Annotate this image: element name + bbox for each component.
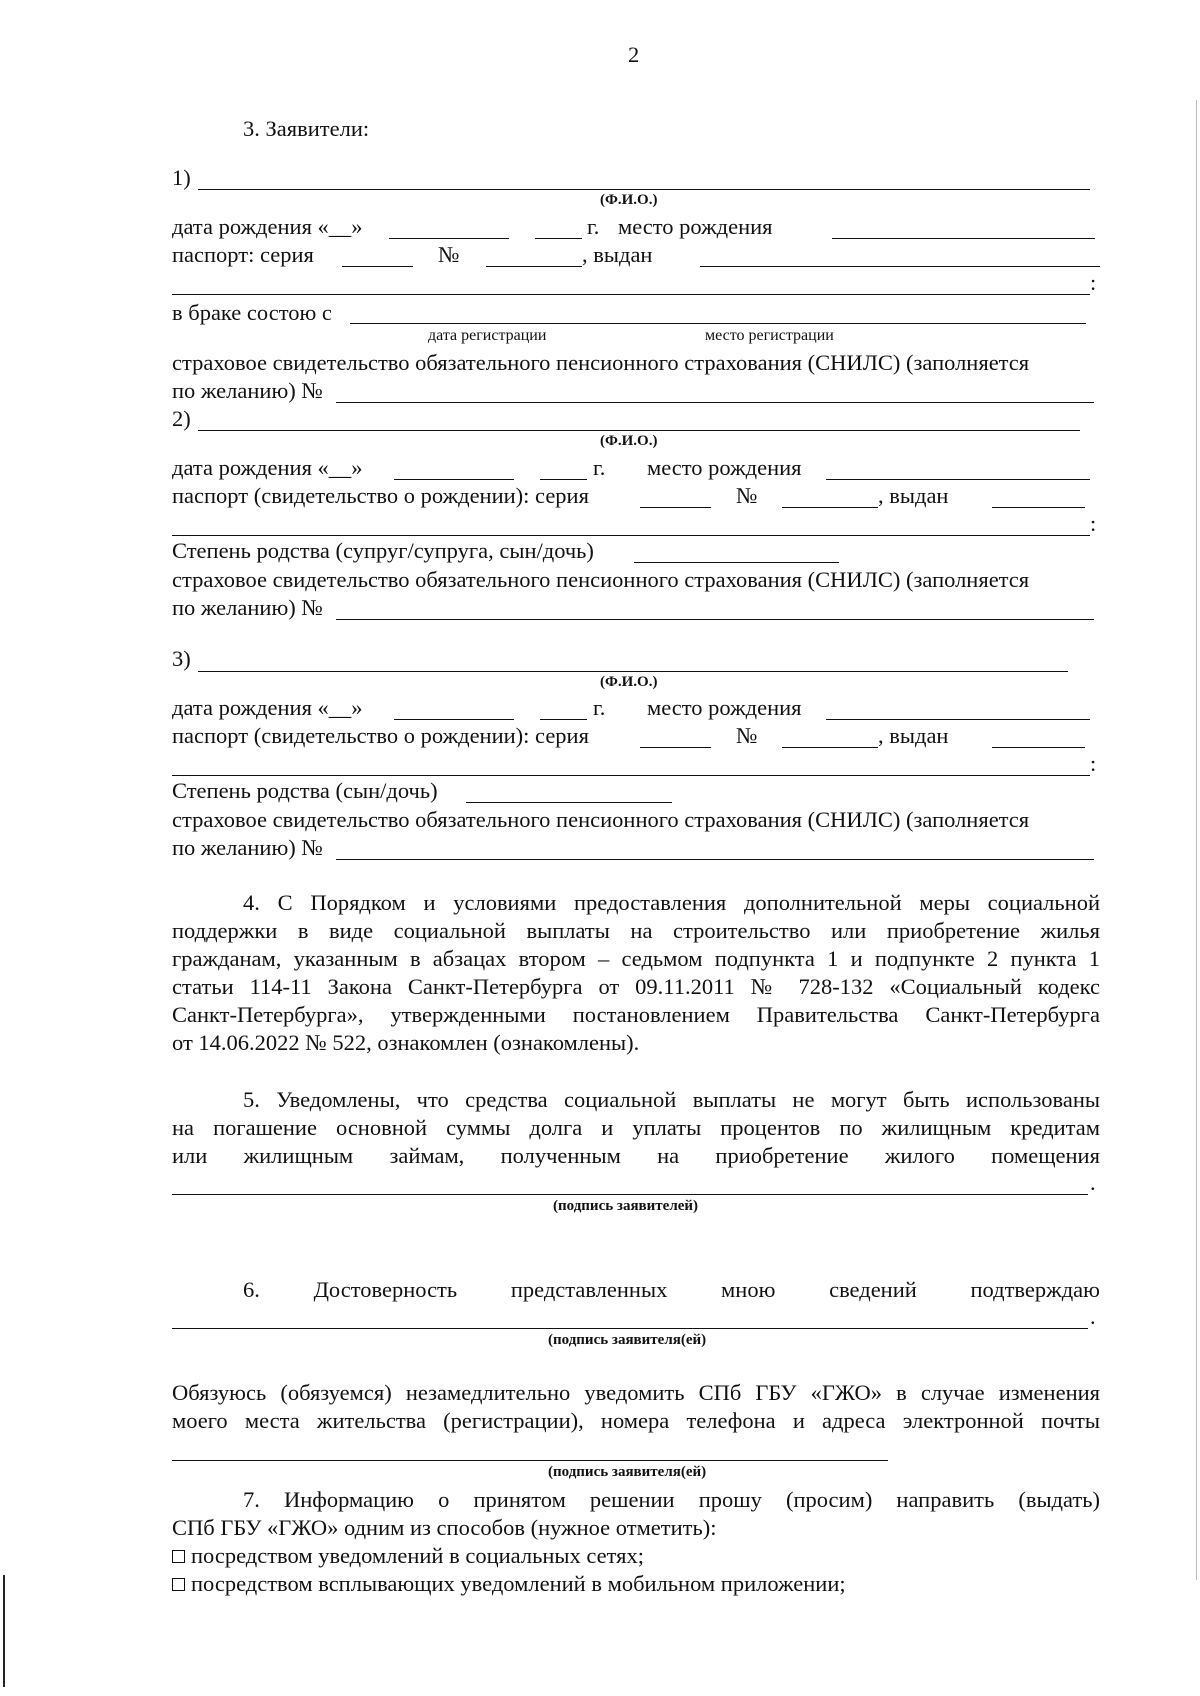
section-5-word: жилого — [884, 1143, 955, 1168]
applicant-1-reg-place-caption: место регистрации — [705, 327, 834, 344]
obligation-line-1: Обязуюсь (обязуемся) незамедлительно уведомить СПб ГБУ «ГЖО» в случае изменения — [172, 1380, 1100, 1405]
section-5-signature-caption: (подпись заявителей) — [553, 1198, 699, 1214]
applicant-3-relation-field[interactable] — [466, 802, 672, 803]
section-6-word: Достоверность — [313, 1277, 458, 1302]
applicant-3-passport-label: паспорт (свидетельство о рождении): серия — [172, 723, 589, 748]
section-6-word: мною — [721, 1277, 776, 1302]
section-5-word: на — [657, 1143, 680, 1168]
applicant-2-year-suffix: г. — [593, 455, 606, 480]
checkbox-icon[interactable] — [172, 1550, 185, 1563]
applicant-1-no-sign: № — [438, 242, 460, 267]
applicant-3-fio-caption: (Ф.И.О.) — [600, 674, 658, 690]
applicant-2-number: 2) — [172, 406, 191, 431]
applicant-3-birthplace-field[interactable] — [826, 719, 1090, 720]
applicant-1-reg-date-caption: дата регистрации — [428, 327, 547, 344]
applicant-2-passport-label: паспорт (свидетельство о рождении): серия — [172, 483, 589, 508]
applicant-1-issued-continuation-field[interactable] — [172, 294, 1090, 295]
section-5-signature-field[interactable] — [172, 1194, 1088, 1195]
applicant-2-relation-label: Степень родства (супруг/супруга, сын/дочь) — [172, 538, 594, 563]
section-5-line-2: на погашение основной суммы долга и уплаты процентов по жилищным кредитам — [172, 1115, 1100, 1140]
applicant-1-snils-line-1: страховое свидетельство обязательного пенсионного страхования (СНИЛС) (заполняется — [172, 350, 1030, 375]
applicant-2-passport-series-field[interactable] — [640, 507, 711, 508]
applicant-3-birthplace-label: место рождения — [647, 695, 802, 720]
scan-edge-mark — [3, 1575, 5, 1687]
applicant-1-number: 1) — [172, 165, 191, 190]
applicant-2-relation-field[interactable] — [634, 562, 839, 563]
applicant-1-snils-field[interactable] — [336, 402, 1094, 403]
section-7-option-label: посредством уведомлений в социальных сетях; — [191, 1543, 645, 1568]
section-5-word: помещения — [991, 1143, 1100, 1168]
applicant-1-colon: : — [1090, 270, 1097, 295]
applicant-1-dob-label: дата рождения «__» — [172, 214, 363, 239]
section-7-option-label: посредством всплывающих уведомлений в мобильном приложении; — [191, 1571, 846, 1596]
section-7-option-social[interactable] — [172, 1543, 644, 1569]
section-4-line-6: от 14.06.2022 № 522, ознакомлен (ознакомлены). — [172, 1030, 640, 1055]
applicant-1-birthplace-field[interactable] — [832, 238, 1095, 239]
applicant-2-issued-label: , выдан — [878, 483, 949, 508]
section-6-word: представленных — [510, 1277, 668, 1302]
applicant-1-dob-year-field[interactable] — [535, 238, 582, 239]
applicant-2-birthplace-field[interactable] — [826, 479, 1090, 480]
applicant-3-issued-field[interactable] — [992, 747, 1085, 748]
section-5-word: приобретение — [715, 1143, 849, 1168]
applicant-1-year-suffix: г. — [587, 214, 600, 239]
applicant-2-snils-line-1: страховое свидетельство обязательного пенсионного страхования (СНИЛС) (заполняется — [172, 567, 1030, 592]
section-4-line-2: поддержки в виде социальной выплаты на строительство или приобретение жилья — [172, 918, 1100, 943]
applicant-2-snils-line-2: по желанию) № — [172, 595, 323, 620]
section-6-signature-field[interactable] — [172, 1328, 1088, 1329]
applicant-1-dob-month-field[interactable] — [389, 238, 509, 239]
section-6-word: 6. — [243, 1277, 260, 1302]
applicant-3-no-sign: № — [736, 723, 758, 748]
applicant-2-snils-field[interactable] — [336, 619, 1094, 620]
section-6-word: подтверждаю — [970, 1277, 1100, 1302]
applicant-2-passport-number-field[interactable] — [782, 507, 878, 508]
section-5-line-3 — [172, 1143, 1100, 1169]
page-number: 2 — [628, 42, 640, 67]
section-7-line-2: СПб ГБУ «ГЖО» одним из способов (нужное отметить): — [172, 1515, 717, 1540]
section-5-period: . — [1090, 1170, 1096, 1195]
applicant-3-dob-label: дата рождения «__» — [172, 695, 363, 720]
checkbox-icon[interactable] — [172, 1578, 185, 1591]
applicant-2-birthplace-label: место рождения — [647, 455, 802, 480]
applicant-1-fio-field[interactable] — [198, 189, 1090, 190]
applicant-3-dob-month-field[interactable] — [394, 719, 514, 720]
applicant-2-colon: : — [1090, 511, 1097, 536]
applicant-1-passport-number-field[interactable] — [486, 266, 582, 267]
section-6-line — [243, 1277, 1100, 1303]
section-5-line-1: 5. Уведомлены, что средства социальной выплаты не могут быть использованы — [243, 1087, 1100, 1112]
applicant-2-no-sign: № — [736, 483, 758, 508]
applicant-2-fio-caption: (Ф.И.О.) — [600, 433, 658, 449]
applicant-3-snils-line-1: страховое свидетельство обязательного пенсионного страхования (СНИЛС) (заполняется — [172, 807, 1030, 832]
section-5-word: или — [172, 1143, 208, 1168]
section-4-line-4: статьи 114-11 Закона Санкт-Петербурга от 09.11.2011 № 728-132 «Социальный кодекс — [172, 974, 1100, 999]
applicant-1-issued-label: , выдан — [582, 242, 653, 267]
applicant-3-fio-field[interactable] — [198, 671, 1068, 672]
applicant-2-dob-month-field[interactable] — [394, 479, 514, 480]
applicant-1-marriage-label: в браке состою с — [172, 300, 332, 325]
applicant-2-dob-label: дата рождения «__» — [172, 455, 363, 480]
obligation-line-2: моего места жительства (регистрации), номера телефона и адреса электронной почты — [172, 1408, 1100, 1433]
applicant-3-dob-year-field[interactable] — [540, 719, 587, 720]
section-6-signature-caption: (подпись заявителя(ей) — [548, 1332, 707, 1348]
applicant-2-dob-year-field[interactable] — [540, 479, 587, 480]
applicant-3-relation-label: Степень родства (сын/дочь) — [172, 778, 438, 803]
section-7-option-mobile[interactable] — [172, 1571, 846, 1597]
applicant-3-issued-continuation-field[interactable] — [172, 775, 1090, 776]
applicant-3-snils-line-2: по желанию) № — [172, 835, 323, 860]
applicant-3-number: 3) — [172, 646, 191, 671]
scan-edge-mark — [1196, 100, 1197, 1580]
applicant-1-passport-series-field[interactable] — [342, 266, 413, 267]
applicants-heading: 3. Заявители: — [243, 116, 370, 141]
applicant-3-year-suffix: г. — [593, 695, 606, 720]
applicant-1-issued-field[interactable] — [700, 266, 1100, 267]
applicant-1-snils-line-2: по желанию) № — [172, 378, 323, 403]
applicant-3-issued-label: , выдан — [878, 723, 949, 748]
obligation-signature-caption: (подпись заявителя(ей) — [548, 1464, 707, 1480]
section-4-line-3: гражданам, указанным в абзацах втором – седьмом подпункта 1 и подпункте 2 пункта 1 — [172, 946, 1100, 971]
section-7-line-1: 7. Информацию о принятом решении прошу (просим) направить (выдать) — [243, 1487, 1100, 1512]
applicant-1-marriage-field[interactable] — [350, 323, 1086, 324]
section-5-word: займам, — [389, 1143, 465, 1168]
obligation-signature-field[interactable] — [172, 1460, 888, 1461]
section-4-line-1: 4. С Порядком и условиями предоставления дополнительной меры социальной — [243, 890, 1100, 915]
section-5-word: жилищным — [243, 1143, 354, 1168]
applicant-2-issued-field[interactable] — [992, 507, 1085, 508]
applicant-1-passport-label: паспорт: серия — [172, 242, 314, 267]
applicant-1-birthplace-label: место рождения — [618, 214, 773, 239]
section-6-word: сведений — [829, 1277, 917, 1302]
applicant-2-fio-field[interactable] — [198, 430, 1080, 431]
applicant-1-fio-caption: (Ф.И.О.) — [600, 192, 658, 208]
applicant-3-passport-series-field[interactable] — [640, 747, 711, 748]
applicant-3-passport-number-field[interactable] — [782, 747, 878, 748]
applicant-3-colon: : — [1090, 751, 1097, 776]
section-5-word: полученным — [500, 1143, 621, 1168]
section-6-period: . — [1090, 1304, 1096, 1329]
applicant-2-issued-continuation-field[interactable] — [172, 535, 1090, 536]
section-4-line-5: Санкт-Петербурга», утвержденными постановлением Правительства Санкт-Петербурга — [172, 1002, 1100, 1027]
applicant-3-snils-field[interactable] — [336, 859, 1094, 860]
